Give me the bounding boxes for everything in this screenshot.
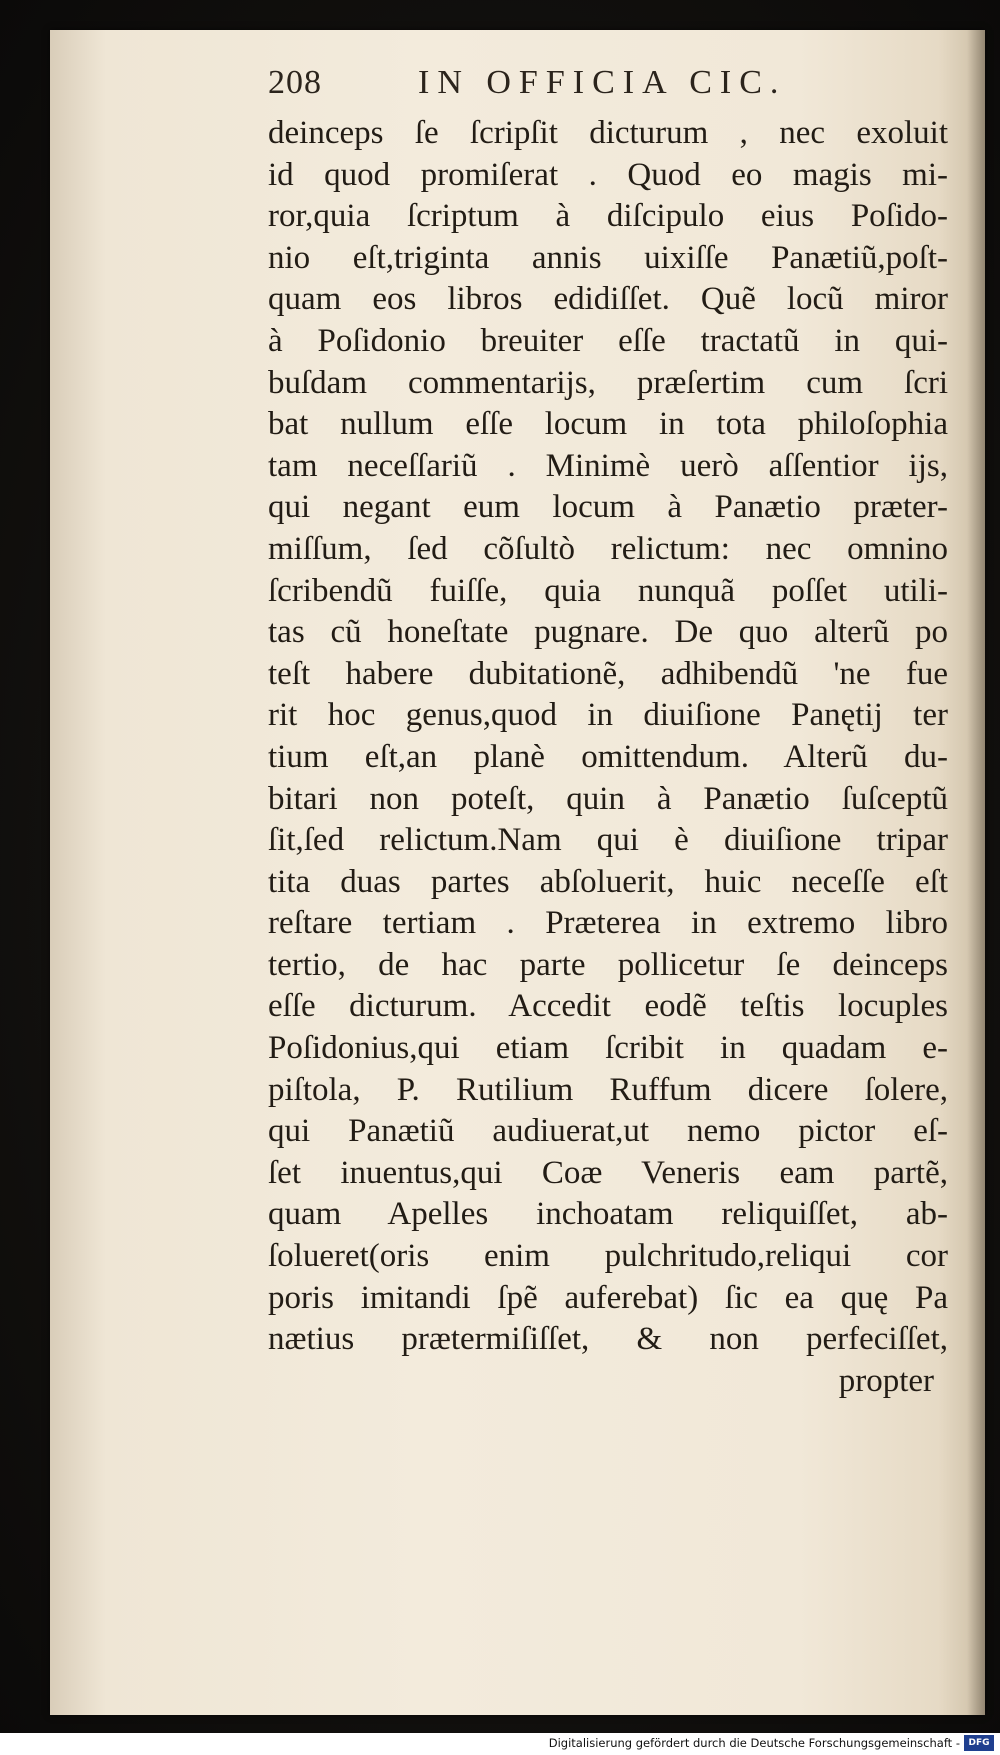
text-line: miſſum, ſed cõſultò relictum: nec omnino [268,530,948,567]
funding-credit: Digitalisierung gefördert durch die Deutsche Forschungsgemeinschaft - [548,1736,960,1750]
text-line: quam eos libros edidiſſet. Quẽ locũ miror [268,281,948,318]
text-line: à Poſidonio breuiter eſſe tractatũ in qui- [268,322,948,359]
text-line: nio eſt,triginta annis uixiſſe Panætiũ,poſt- [268,239,948,276]
text-line: Poſidonius,qui etiam ſcribit in quadam e- [268,1030,948,1067]
text-line: qui Panætiũ audiuerat,ut nemo pictor eſ- [268,1113,948,1150]
text-line: tas cũ honeſtate pugnare. De quo alterũ po [268,614,948,651]
catchword: propter [838,1362,934,1399]
text-line: rit hoc genus,quod in diuiſione Panętij ter [268,697,948,734]
text-line: poris imitandi ſpẽ auferebat) ſic ea quę Pa [268,1279,948,1316]
text-line: id quod promiſerat . Quod eo magis mi- [268,156,948,193]
page-number: 208 [268,64,322,101]
text-line: quam Apelles inchoatam reliquiſſet, ab- [268,1196,948,1233]
page-header [268,62,868,112]
text-line: buſdam commentarijs, præſertim cum ſcri [268,364,948,401]
text-line: ror,quia ſcriptum à diſcipulo eius Poſido- [268,198,948,235]
text-line: tita duas partes abſoluerit, huic neceſſe eſt [268,863,948,900]
text-line: bat nullum eſſe locum in tota philoſophia [268,406,948,443]
text-line: deinceps ſe ſcripſit dicturum , nec exoluit [268,115,948,151]
text-line: piſtola, P. Rutilium Ruffum dicere ſolere, [268,1071,948,1108]
text-line: ſcribendũ fuiſſe, quia nunquã poſſet utili- [268,572,948,609]
text-line: tertio, de hac parte pollicetur ſe deinceps [268,946,948,983]
text-line: tam neceſſariũ . Minimè uerò aſſentior ijs, [268,447,948,484]
body-text [268,113,948,1402]
text-line: nætius prætermiſiſſet, & non perfeciſſet, [268,1321,948,1358]
running-title: IN OFFICIA CIC. [418,64,787,101]
dfg-logo-icon: DFG [964,1735,994,1751]
book-page [50,30,985,1715]
digitization-footer [0,1733,1000,1755]
text-line: qui negant eum locum à Panætio præter- [268,489,948,526]
text-line: ſolueret(oris enim pulchritudo,reliqui cor [268,1238,948,1275]
text-line: eſſe dicturum. Accedit eodẽ teſtis locuples [268,988,948,1025]
text-line: tium eſt,an planè omittendum. Alterũ du- [268,738,948,775]
text-line: teſt habere dubitationẽ, adhibendũ 'ne fue [268,655,948,692]
text-line: reſtare tertiam . Præterea in extremo libro [268,905,948,942]
text-line: ſet inuentus,qui Coæ Veneris eam partẽ, [268,1154,948,1191]
text-line: bitari non poteſt, quin à Panætio ſuſceptũ [268,780,948,817]
text-line: ſit,ſed relictum.Nam qui è diuiſione tripar [268,822,948,859]
